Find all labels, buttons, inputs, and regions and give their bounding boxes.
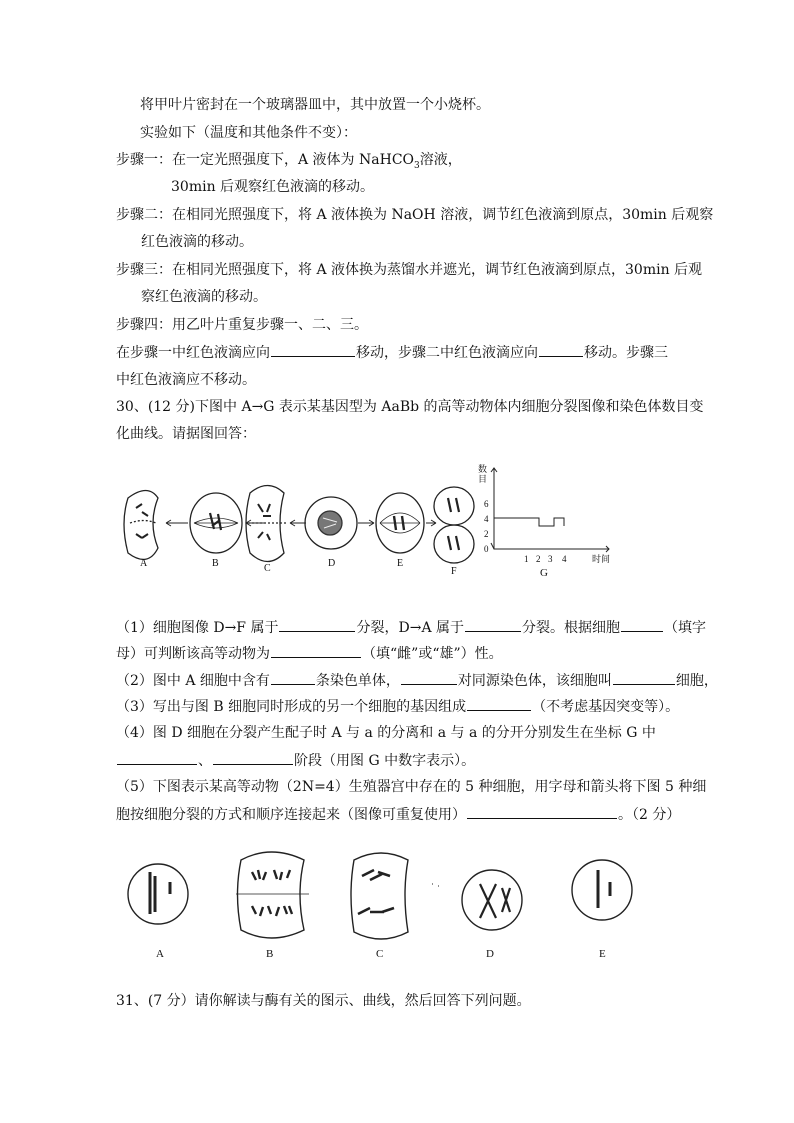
- step2-line-1: 步骤二：在相同光照强度下，将 A 液体换为 NaOH 溶液，调节红色液滴到原点，30min 后观察: [116, 207, 714, 223]
- step1-end: 溶液，: [419, 152, 462, 168]
- answer-blank[interactable]: [467, 804, 617, 819]
- graph-g-label: G: [540, 567, 548, 579]
- q30-p1-line-2: [116, 643, 503, 664]
- chromosome-graph-g: [474, 462, 624, 580]
- cell-f: [434, 487, 474, 563]
- q30-p5-line-1: （5）下图表示某高等动物（2N=4）生殖器宫中存在的 5 种细胞，用字母和箭头将下图 5 种细: [116, 779, 707, 795]
- graph-xtick-3: 3: [548, 554, 553, 564]
- fig1-label-d: D: [328, 558, 336, 569]
- graph-ytick-2: 2: [484, 529, 489, 539]
- step3-line-2: 察红色液滴的移动。: [141, 289, 267, 305]
- q30-p1-text-a: （1）细胞图像 D→F 属于: [116, 620, 279, 636]
- q30-p5-line-2: [116, 804, 680, 825]
- graph-xtick-2: 2: [536, 554, 541, 564]
- fig1-label-f: F: [451, 566, 457, 577]
- droplet-q-part3: 移动。步骤三: [584, 345, 668, 361]
- q30-p1-text-c: 分裂。根据细胞: [522, 620, 620, 636]
- answer-blank[interactable]: [465, 617, 521, 632]
- q31-heading: 31、(7 分）请你解读与酶有关的图示、曲线，然后回答下列问题。: [116, 993, 531, 1009]
- cell-d: [305, 497, 357, 549]
- answer-blank[interactable]: [271, 670, 315, 685]
- answer-blank[interactable]: [213, 750, 293, 765]
- q30-p1-text-f: （填“雌”或“雄”）性。: [362, 646, 503, 662]
- graph-xlabel: 时间: [592, 554, 611, 564]
- step4-line: 步骤四：用乙叶片重复步骤一、二、三。: [116, 317, 368, 333]
- q30-p2-text-c: 对同源染色体，该细胞叫: [457, 673, 612, 689]
- answer-blank[interactable]: [621, 617, 663, 632]
- five-cell-e: [572, 860, 632, 920]
- fig2-label-e: E: [599, 948, 606, 960]
- answer-blank[interactable]: [539, 342, 583, 357]
- q30-p1-line-1: [116, 617, 706, 638]
- answer-blank[interactable]: [279, 617, 355, 632]
- step1-subscript: 3: [414, 160, 420, 171]
- graph-ytick-4: 4: [484, 514, 489, 524]
- droplet-question-line-1: [116, 342, 668, 363]
- answer-blank[interactable]: [117, 750, 197, 765]
- five-cell-b: [236, 852, 309, 938]
- answer-blank[interactable]: [467, 696, 531, 711]
- q30-p3-text-b: （不考虑基因突变等）。: [532, 699, 680, 715]
- fig2-label-b: B: [266, 948, 274, 960]
- intro-line-1: 将甲叶片密封在一个玻璃器皿中，其中放置一个小烧杯。: [140, 97, 490, 113]
- q30-p3-line: [116, 696, 679, 717]
- fig2-label-c: C: [376, 948, 384, 960]
- q30-p2-line: [116, 670, 718, 691]
- intro-line-2: 实验如下（温度和其他条件不变）：: [140, 125, 357, 141]
- fig1-label-e: E: [397, 558, 404, 569]
- step2-line-2: 红色液滴的移动。: [141, 234, 253, 250]
- q30-p5-text-c: 。（2 分）: [618, 807, 681, 823]
- step1-line: [116, 150, 462, 176]
- q30-p4-line-1: （4）图 D 细胞在分裂产生配子时 A 与 a 的分离和 a 与 a 的分开分别发生在坐标 G 中: [116, 725, 656, 741]
- step3-line-1: 步骤三：在相同光照强度下，将 A 液体换为蒸馏水并遮光，调节红色液滴到原点，30min 后观: [116, 262, 703, 278]
- graph-ylabel-1: 数: [478, 464, 488, 474]
- q30-p1-text-b: 分裂，D→A 属于: [356, 620, 464, 636]
- graph-ylabel-2: 目: [478, 474, 488, 484]
- graph-ylabel: [478, 463, 487, 484]
- droplet-question-line-2: 中红色液滴应不移动。: [116, 372, 256, 388]
- q30-p2-text-a: （2）图中 A 细胞中含有: [116, 673, 270, 689]
- answer-blank[interactable]: [613, 670, 675, 685]
- five-cells-figure: [126, 842, 646, 967]
- q30-p2-text-d: 细胞，: [675, 673, 718, 689]
- graph-ytick-6: 6: [484, 499, 489, 509]
- cell-b: [190, 493, 242, 553]
- step1-label: 步骤一：: [116, 152, 172, 168]
- q30-p2-text-b: 条染色单体，: [315, 673, 400, 689]
- q30-p1-text-e: 母）可判断该高等动物为: [116, 646, 270, 662]
- q30-heading-1: 30、(12 分)下图中 A→G 表示某基因型为 AaBb 的高等动物体内细胞分裂图像和染色体数目变: [116, 399, 704, 415]
- q30-p5-text-b: 胞按细胞分裂的方式和顺序连接起来（图像可重复使用）: [116, 807, 466, 823]
- answer-blank[interactable]: [401, 670, 457, 685]
- q30-p4-line-2: [116, 750, 475, 771]
- fig2-label-d: D: [486, 948, 494, 960]
- graph-curve: [494, 518, 564, 526]
- step1-line-2: 30min 后观察红色液滴的移动。: [171, 179, 375, 195]
- graph-xtick-1: 1: [524, 554, 529, 564]
- graph-xtick-4: 4: [562, 554, 567, 564]
- fig1-label-a: A: [140, 558, 148, 569]
- step1-text: 在一定光照强度下，A 液体为 NaHCO: [172, 152, 415, 168]
- droplet-q-part2: 移动，步骤二中红色液滴应向: [356, 345, 538, 361]
- cell-division-figure: [118, 478, 488, 578]
- cell-a: [124, 491, 158, 560]
- five-cell-a: [128, 864, 188, 924]
- q30-p1-text-d: （填字: [664, 620, 706, 636]
- answer-blank[interactable]: [271, 342, 355, 357]
- droplet-q-part1: 在步骤一中红色液滴应向: [116, 345, 270, 361]
- graph-axes: [494, 468, 609, 549]
- five-cell-c: [351, 853, 408, 939]
- fig1-label-c: C: [264, 563, 271, 574]
- answer-blank[interactable]: [271, 643, 361, 658]
- cell-e: [376, 493, 424, 553]
- q30-p3-text-a: （3）写出与图 B 细胞同时形成的另一个细胞的基因组成: [116, 699, 467, 715]
- cell-c: [246, 486, 286, 562]
- q30-p4-text-c: 阶段（用图 G 中数字表示）。: [294, 753, 476, 769]
- graph-ytick-0: 0: [484, 544, 489, 554]
- q30-heading-2: 化曲线。请据图回答：: [116, 426, 256, 442]
- fig1-label-b: B: [212, 558, 219, 569]
- fig2-label-a: A: [156, 948, 164, 960]
- five-cell-d: [432, 870, 522, 930]
- q30-p4-text-b: 、: [198, 753, 212, 769]
